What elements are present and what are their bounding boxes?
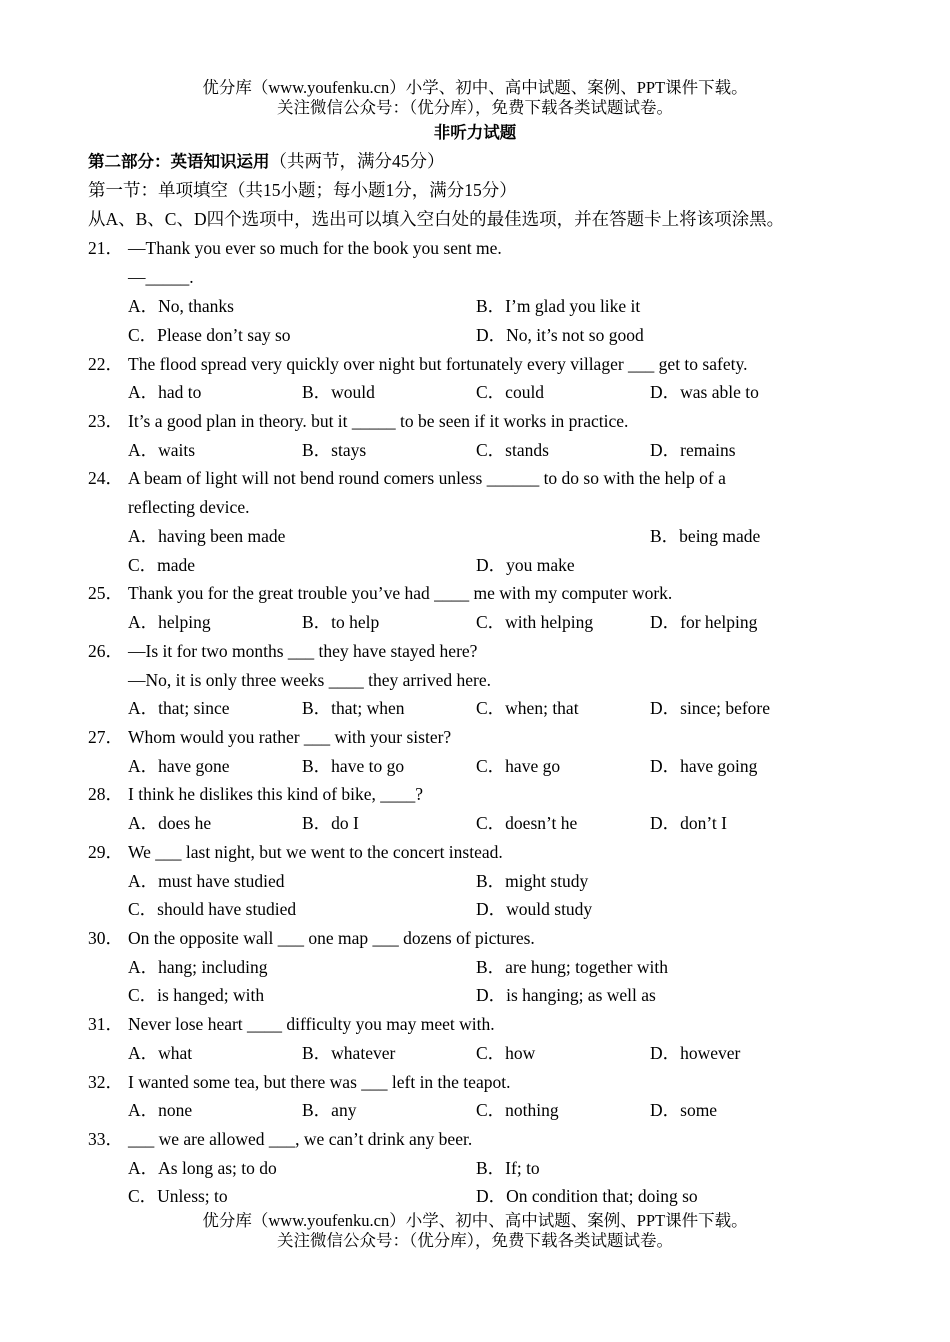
option-b: B．might study: [476, 871, 589, 891]
question-text: I wanted some tea, but there was ___ left in the teapot.: [128, 1072, 511, 1092]
question-text: We ___ last night, but we went to the concert instead.: [128, 842, 503, 862]
option-d: D．have going: [650, 756, 758, 776]
page-header: [0, 78, 950, 118]
question-text: Whom would you rather ___ with your sister?: [128, 727, 452, 747]
option-c: C．doesn’t he: [476, 813, 578, 833]
option-c: C．with helping: [476, 612, 594, 632]
question-text: ___ we are allowed ___, we can’t drink any beer.: [128, 1129, 473, 1149]
option-b: B．whatever: [302, 1043, 396, 1063]
option-c: C．how: [476, 1043, 536, 1063]
question-number: 30．: [88, 928, 123, 948]
option-c: C．Please don’t say so: [128, 325, 291, 345]
question-text-continued: —No, it is only three weeks ____ they arrived here.: [128, 670, 492, 690]
page-title: 非听力试题: [433, 123, 517, 142]
question-number: 26．: [88, 641, 123, 661]
question-number: 21．: [88, 238, 123, 258]
option-d: D．for helping: [650, 612, 758, 632]
header-line-2: 关注微信公众号：（优分库），免费下载各类试题试卷。: [277, 98, 673, 117]
option-a: A．having been made: [128, 526, 286, 546]
option-a: A．As long as; to do: [128, 1158, 277, 1178]
option-c: C．when; that: [476, 698, 579, 718]
option-d: D．don’t I: [650, 813, 727, 833]
option-a: A．does he: [128, 813, 212, 833]
option-a: A．helping: [128, 612, 211, 632]
question-number: 28．: [88, 784, 123, 804]
option-c: C．made: [128, 555, 196, 575]
option-a: A．that; since: [128, 698, 230, 718]
option-d: D．On condition that; doing so: [476, 1186, 698, 1206]
option-c: C．is hanged; with: [128, 985, 265, 1005]
option-a: A．had to: [128, 382, 202, 402]
option-c: C．stands: [476, 440, 549, 460]
instruction-text: 从A、B、C、D四个选项中，选出可以填入空白处的最佳选项，并在答题卡上将该项涂黑。: [88, 209, 785, 229]
option-d: D．would study: [476, 899, 593, 919]
option-a: A．have gone: [128, 756, 230, 776]
question-number: 25．: [88, 583, 123, 603]
option-c: C．could: [476, 382, 545, 402]
option-d: D．you make: [476, 555, 575, 575]
option-b: B．are hung; together with: [476, 957, 668, 977]
option-a: A．must have studied: [128, 871, 285, 891]
question-text-continued: reflecting device.: [128, 497, 250, 517]
page-footer: [0, 1211, 950, 1251]
option-b: B．have to go: [302, 756, 405, 776]
question-text: —Thank you ever so much for the book you sent me.: [128, 238, 502, 258]
question-text: Thank you for the great trouble you’ve had ____ me with my computer work.: [128, 583, 673, 603]
option-c: C．nothing: [476, 1100, 559, 1120]
option-a: A．waits: [128, 440, 196, 460]
footer-line-1: 优分库（www.youfenku.cn）小学、初中、高中试题、案例、PPT课件下载。: [202, 1211, 748, 1230]
question-text: A beam of light will not bend round comers unless ______ to do so with the help of a: [128, 468, 726, 488]
option-d: D．some: [650, 1100, 718, 1120]
part-label: 第二部分：英语知识运用: [88, 152, 270, 171]
header-line-1: 优分库（www.youfenku.cn）小学、初中、高中试题、案例、PPT课件下载。: [202, 78, 748, 97]
part-detail: （共两节，满分45分）: [269, 151, 445, 171]
option-b: B．I’m glad you like it: [476, 296, 641, 316]
question-text-continued: —_____.: [128, 267, 194, 287]
question-text: —Is it for two months ___ they have stayed here?: [128, 641, 478, 661]
option-d: D．since; before: [650, 698, 771, 718]
option-a: A．what: [128, 1043, 193, 1063]
option-d: D．was able to: [650, 382, 759, 402]
question-number: 29．: [88, 842, 123, 862]
option-d: D．however: [650, 1043, 741, 1063]
option-c: C．have go: [476, 756, 561, 776]
section-heading: 第一节：单项填空（共15小题；每小题1分，满分15分）: [88, 180, 517, 200]
option-a: A．none: [128, 1100, 193, 1120]
option-b: B．stays: [302, 440, 367, 460]
question-text: I think he dislikes this kind of bike, ____?: [128, 784, 424, 804]
question-number: 27．: [88, 727, 123, 747]
question-text: Never lose heart ____ difficulty you may meet with.: [128, 1014, 495, 1034]
option-d: D．remains: [650, 440, 736, 460]
option-d: D．is hanging; as well as: [476, 985, 656, 1005]
footer-line-2: 关注微信公众号：（优分库），免费下载各类试题试卷。: [277, 1231, 673, 1250]
option-b: B．that; when: [302, 698, 405, 718]
question-text: The flood spread very quickly over night but fortunately every villager ___ get to safety.: [128, 354, 748, 374]
question-number: 23．: [88, 411, 123, 431]
option-b: B．being made: [650, 526, 761, 546]
option-a: A．hang; including: [128, 957, 268, 977]
option-b: B．If; to: [476, 1158, 540, 1178]
question-number: 33．: [88, 1129, 123, 1149]
part-heading: [88, 150, 445, 173]
option-b: B．to help: [302, 612, 380, 632]
option-c: C．Unless; to: [128, 1186, 228, 1206]
question-number: 22．: [88, 354, 123, 374]
question-text: It’s a good plan in theory. but it _____ to be seen if it works in practice.: [128, 411, 629, 431]
option-a: A．No, thanks: [128, 296, 234, 316]
option-b: B．any: [302, 1100, 357, 1120]
question-number: 31．: [88, 1014, 123, 1034]
question-text: On the opposite wall ___ one map ___ dozens of pictures.: [128, 928, 535, 948]
option-c: C．should have studied: [128, 899, 297, 919]
option-d: D．No, it’s not so good: [476, 325, 644, 345]
option-b: B．would: [302, 382, 375, 402]
question-number: 24．: [88, 468, 123, 488]
option-b: B．do I: [302, 813, 359, 833]
question-number: 32．: [88, 1072, 123, 1092]
